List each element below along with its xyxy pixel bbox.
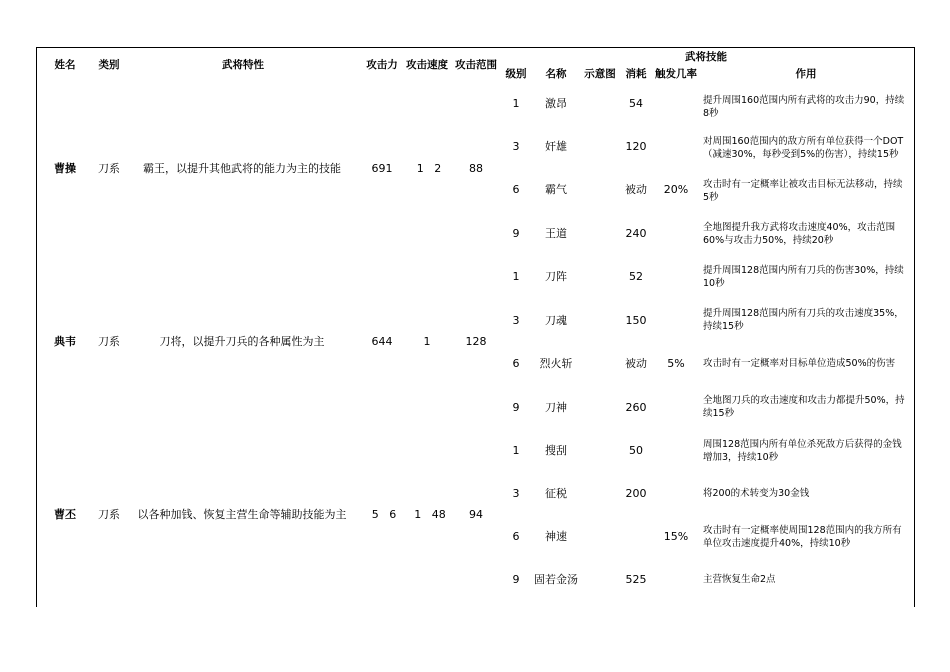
skill-effect: 主营恢复生命2点: [703, 574, 776, 585]
skill-level: 9: [512, 573, 520, 586]
skill-name: 固若金汤: [534, 573, 578, 586]
skill-effect: 提升周围128范围内所有刀兵的伤害30%，持续10秒: [703, 265, 904, 289]
general-attack-range: 128: [465, 335, 487, 348]
skill-cost: 200: [625, 487, 647, 500]
skill-effect: 提升周围128范围内所有刀兵的攻击速度35%，持续15秒: [703, 308, 904, 332]
skill-level: 3: [512, 487, 520, 500]
skill-level: 1: [512, 444, 520, 457]
header-level: 级别: [505, 68, 527, 80]
header-skill-name: 名称: [545, 68, 567, 80]
skill-name: 奸雄: [545, 140, 567, 153]
skill-name: 神速: [545, 530, 567, 543]
skill-cost: 被动: [625, 357, 647, 370]
header-diagram: 示意图: [584, 68, 616, 80]
skill-cost: 50: [629, 444, 643, 457]
skill-cost: 120: [625, 140, 647, 153]
skill-cost: 被动: [625, 183, 647, 196]
header-name: 姓名: [54, 59, 76, 71]
skill-name: 刀魂: [545, 314, 567, 327]
header-type: 类别: [98, 59, 120, 71]
header-attack-speed: 攻击速度: [406, 59, 448, 71]
general-attack-speed: 1 48: [414, 508, 446, 521]
skill-level: 1: [512, 270, 520, 283]
skill-level: 3: [512, 140, 520, 153]
skill-level: 6: [512, 530, 520, 543]
header-effect: 作用: [795, 68, 817, 80]
skill-level: 6: [512, 357, 520, 370]
skill-effect: 全地图提升我方武将攻击速度40%，攻击范围60%与攻击力50%，持续20秒: [703, 222, 896, 246]
header-attack: 攻击力: [366, 59, 398, 71]
skill-cost: 54: [629, 97, 643, 110]
skill-cost: 525: [625, 573, 647, 586]
skill-trigger-rate: 15%: [663, 530, 689, 543]
general-trait: 霸王，以提升其他武将的能力为主的技能: [143, 162, 341, 175]
general-type: 刀系: [98, 335, 120, 348]
general-name: 典韦: [54, 335, 76, 348]
general-attack-speed: 1 2: [416, 162, 442, 175]
skill-level: 9: [512, 227, 520, 240]
skill-name: 搜刮: [545, 444, 567, 457]
skill-name: 征税: [545, 487, 567, 500]
skill-level: 9: [512, 401, 520, 414]
skill-level: 1: [512, 97, 520, 110]
general-type: 刀系: [98, 162, 120, 175]
skill-effect: 攻击时有一定概率使周围128范围内的我方所有单位攻击速度提升40%，持续10秒: [703, 525, 902, 549]
skill-trigger-rate: 20%: [663, 183, 689, 196]
general-name: 曹丕: [54, 508, 76, 521]
table-right-border: [914, 47, 915, 607]
general-trait: 以各种加钱、恢复主营生命等辅助技能为主: [137, 508, 347, 521]
skill-effect: 提升周围160范围内所有武将的攻击力90，持续8秒: [703, 95, 905, 119]
general-trait: 刀将，以提升刀兵的各种属性为主: [159, 335, 325, 348]
skill-effect: 将200的术转变为30金钱: [703, 488, 810, 499]
skill-effect: 攻击时有一定概率对目标单位造成50%的伤害: [703, 358, 896, 369]
skill-name: 刀阵: [545, 270, 567, 283]
skill-cost: 260: [625, 401, 647, 414]
table-left-border: [36, 47, 37, 607]
general-attack-range: 94: [469, 508, 483, 521]
general-type: 刀系: [98, 508, 120, 521]
general-name: 曹操: [54, 162, 76, 175]
skill-name: 霸气: [545, 183, 567, 196]
header-trait: 武将特性: [222, 59, 264, 71]
skill-level: 6: [512, 183, 520, 196]
general-attack: 691: [371, 162, 393, 175]
skill-effect: 周围128范围内所有单位杀死敌方后获得的金钱增加3，持续10秒: [703, 439, 902, 463]
skill-effect: 全地图刀兵的攻击速度和攻击力都提升50%，持续15秒: [703, 395, 905, 419]
header-attack-range: 攻击范围: [455, 59, 497, 71]
skill-cost: 52: [629, 270, 643, 283]
skill-trigger-rate: 5%: [667, 357, 685, 370]
skill-effect: 对周围160范围内的敌方所有单位获得一个DOT（减速30%，每秒受到5%的伤害），持续15秒: [703, 136, 904, 160]
skill-effect: 攻击时有一定概率让被攻击目标无法移动，持续5秒: [703, 179, 903, 203]
table-top-border: [36, 47, 915, 48]
skill-name: 烈火斩: [539, 357, 573, 370]
skill-cost: 150: [625, 314, 647, 327]
general-attack: 644: [371, 335, 393, 348]
skill-name: 王道: [545, 227, 567, 240]
header-skills-group: 武将技能: [685, 51, 727, 63]
general-attack-speed: 1: [423, 335, 431, 348]
general-attack: 5 6: [371, 508, 397, 521]
skill-name: 刀神: [545, 401, 567, 414]
header-cost: 消耗: [625, 68, 647, 80]
skill-level: 3: [512, 314, 520, 327]
skill-name: 激昂: [545, 97, 567, 110]
skill-cost: 240: [625, 227, 647, 240]
general-attack-range: 88: [469, 162, 483, 175]
header-trigger-rate: 触发几率: [655, 68, 697, 80]
